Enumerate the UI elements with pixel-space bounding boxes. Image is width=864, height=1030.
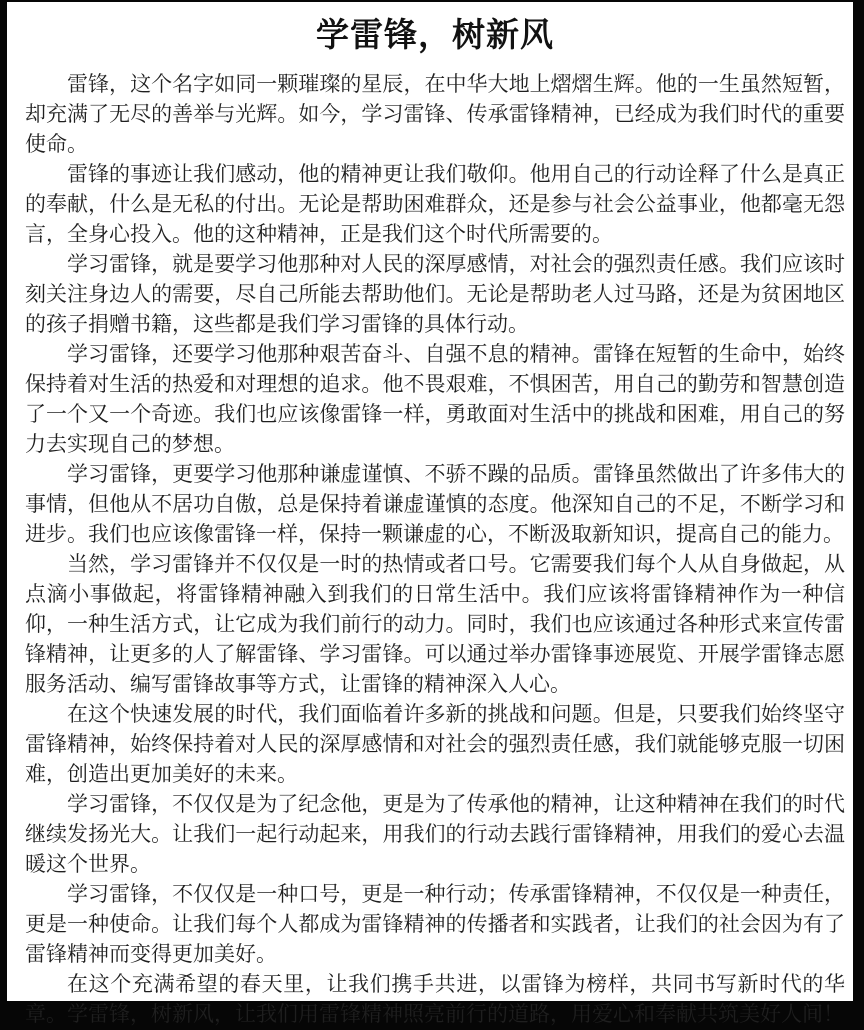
paragraph-4: 学习雷锋，还要学习他那种艰苦奋斗、自强不息的精神。雷锋在短暂的生命中，始终保持着对生活的热爱和对理想的追求。他不畏艰难，不惧困苦，用自己的勤劳和智慧创造了一个又一个奇迹。我们也应该像雷锋一样，勇敢面对生活中的挑战和困难，用自己的努力去实现自己的梦想。 xyxy=(25,343,845,456)
paragraph-10: 在这个充满希望的春天里，让我们携手共进，以雷锋为榜样，共同书写新时代的华章。学雷锋，树新风，让我们用雷锋精神照亮前行的道路，用爱心和奉献共筑美好人间！ xyxy=(25,973,845,1026)
paragraph-1: 雷锋，这个名字如同一颗璀璨的星辰，在中华大地上熠熠生辉。他的一生虽然短暂，却充满了无尽的善举与光辉。如今，学习雷锋、传承雷锋精神，已经成为我们时代的重要使命。 xyxy=(25,73,845,156)
document-body xyxy=(25,70,845,1030)
paragraph-2: 雷锋的事迹让我们感动，他的精神更让我们敬仰。他用自己的行动诠释了什么是真正的奉献，什么是无私的付出。无论是帮助困难群众，还是参与社会公益事业，他都毫无怨言，全身心投入。他的这种精神，正是我们这个时代所需要的。 xyxy=(25,163,845,246)
document-title: 学雷锋，树新风 xyxy=(316,16,554,53)
paragraph-7: 在这个快速发展的时代，我们面临着许多新的挑战和问题。但是，只要我们始终坚守雷锋精神，始终保持着对人民的深厚感情和对社会的强烈责任感，我们就能够克服一切困难，创造出更加美好的未来。 xyxy=(25,703,845,786)
document-page xyxy=(7,2,853,1026)
paragraph-3: 学习雷锋，就是要学习他那种对人民的深厚感情，对社会的强烈责任感。我们应该时刻关注身边人的需要，尽自己所能去帮助他们。无论是帮助老人过马路，还是为贫困地区的孩子捐赠书籍，这些都是我们学习雷锋的具体行动。 xyxy=(25,253,845,336)
paragraph-9: 学习雷锋，不仅仅是一种口号，更是一种行动；传承雷锋精神，不仅仅是一种责任，更是一种使命。让我们每个人都成为雷锋精神的传播者和实践者，让我们的社会因为有了雷锋精神而变得更加美好。 xyxy=(25,883,845,966)
paragraph-5: 学习雷锋，更要学习他那种谦虚谨慎、不骄不躁的品质。雷锋虽然做出了许多伟大的事情，但他从不居功自傲，总是保持着谦虚谨慎的态度。他深知自己的不足，不断学习和进步。我们也应该像雷锋一样，保持一颗谦虚的心，不断汲取新知识，提高自己的能力。 xyxy=(25,463,845,546)
paragraph-6: 当然，学习雷锋并不仅仅是一时的热情或者口号。它需要我们每个人从自身做起，从点滴小事做起，将雷锋精神融入到我们的日常生活中。我们应该将雷锋精神作为一种信仰，一种生活方式，让它成为我们前行的动力。同时，我们也应该通过各种形式来宣传雷锋精神，让更多的人了解雷锋、学习雷锋。可以通过举办雷锋事迹展览、开展学雷锋志愿服务活动、编写雷锋故事等方式，让雷锋的精神深入人心。 xyxy=(25,553,845,696)
paragraph-8: 学习雷锋，不仅仅是为了纪念他，更是为了传承他的精神，让这种精神在我们的时代继续发扬光大。让我们一起行动起来，用我们的行动去践行雷锋精神，用我们的爱心去温暖这个世界。 xyxy=(25,793,845,876)
